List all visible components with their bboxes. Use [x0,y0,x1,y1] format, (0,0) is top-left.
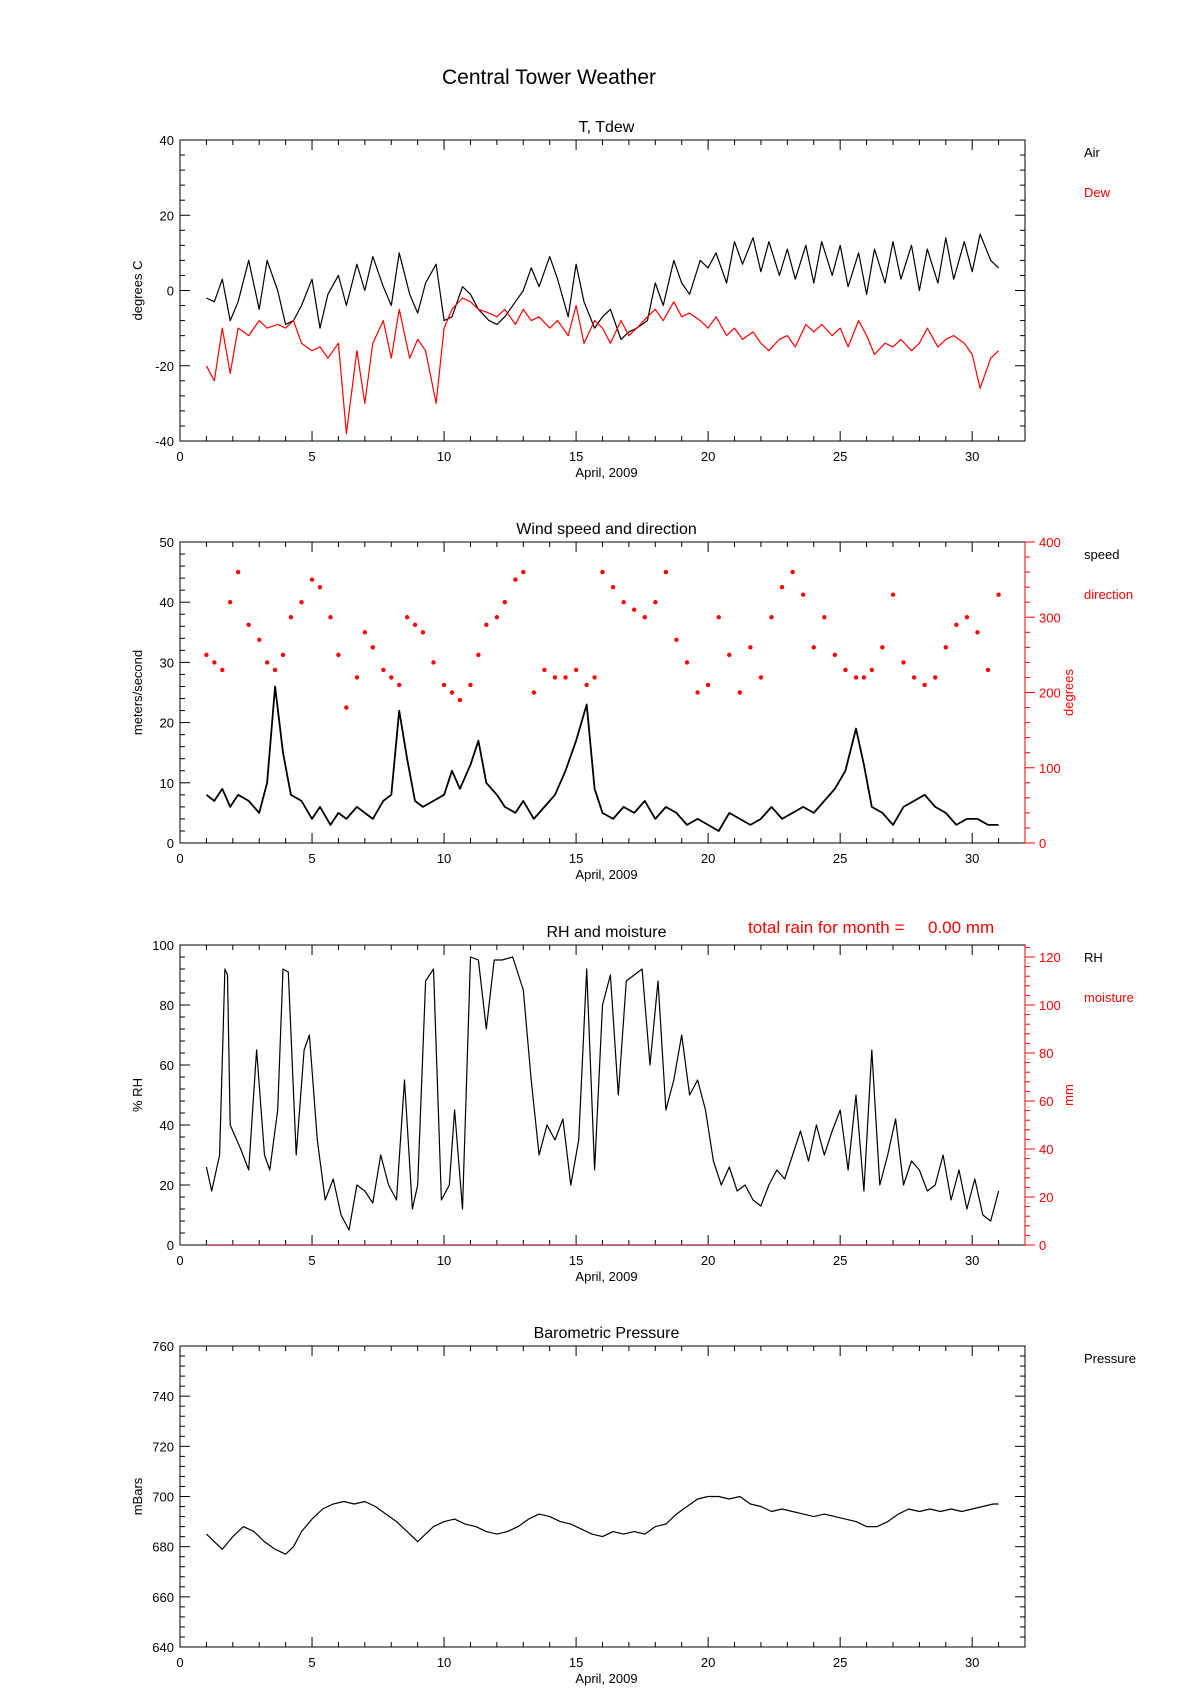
y-axis-label: mBars [130,1477,145,1516]
figure-title: Central Tower Weather [442,66,656,89]
chart-panel-4 [130,1325,1136,1686]
legend-pressure: Pressure [1084,1351,1137,1366]
direction-point [600,570,604,574]
y-axis-label: % RH [130,1078,145,1112]
plot-frame [180,542,1025,843]
series-line [206,1497,998,1555]
direction-point [862,675,866,679]
legend-direction: direction [1084,587,1134,602]
x-tick-label: 20 [700,1655,716,1670]
x-tick-label: 10 [436,851,452,866]
y-right-tick-label: 0 [1039,1238,1047,1253]
x-tick-label: 20 [700,449,716,464]
direction-point [738,690,742,694]
direction-point [975,630,979,634]
y-tick-label: 760 [152,1339,174,1354]
direction-point [780,585,784,589]
y-tick-label: 20 [159,1178,174,1193]
direction-point [421,630,425,634]
legend-moisture: moisture [1084,990,1134,1005]
direction-point [513,577,517,581]
legend-speed: speed [1084,547,1120,562]
plot-frame [180,1346,1025,1647]
direction-point [450,690,454,694]
y-tick-label: 20 [159,208,174,224]
x-tick-label: 0 [176,1253,184,1268]
y-tick-label: 20 [159,715,174,731]
direction-point [397,683,401,687]
y-right-axis-label: degrees [1061,669,1076,716]
x-tick-label: 15 [568,1253,584,1268]
x-tick-label: 5 [308,449,316,464]
y-tick-label: 700 [152,1489,174,1505]
y-tick-label: 40 [159,133,174,148]
direction-point [220,668,224,672]
y-right-tick-label: 0 [1039,836,1047,851]
y-tick-label: 0 [166,283,174,299]
direction-point [273,668,277,672]
direction-point [584,683,588,687]
direction-point [933,675,937,679]
y-right-tick-label: 60 [1039,1094,1054,1109]
chart-title: Wind speed and direction [516,521,697,538]
direction-point [643,615,647,619]
chart-title: T, Tdew [578,119,635,136]
direction-point [246,623,250,627]
direction-point [336,653,340,657]
y-axis-label: degrees C [130,260,145,321]
x-tick-label: 25 [832,1253,848,1268]
direction-point [381,668,385,672]
direction-point [748,645,752,649]
direction-point [574,668,578,672]
y-tick-label: 640 [152,1640,174,1655]
chart-panel-2 [130,521,1133,882]
direction-point [706,683,710,687]
y-axis-label: meters/second [130,649,145,736]
direction-point [854,675,858,679]
x-tick-label: 20 [700,851,716,866]
y-right-axis-label: mm [1061,1084,1076,1106]
direction-point [265,660,269,664]
direction-point [769,615,773,619]
x-tick-label: 30 [964,1655,980,1670]
legend-rh: RH [1084,950,1103,965]
x-tick-label: 0 [176,449,184,464]
chart-panel-3 [130,918,1134,1284]
y-right-tick-label: 400 [1039,535,1061,550]
y-tick-label: 740 [152,1389,174,1405]
y-tick-label: 30 [159,655,174,671]
direction-point [405,615,409,619]
x-tick-label: 30 [964,1253,980,1268]
direction-point [344,705,348,709]
y-right-tick-label: 20 [1039,1190,1054,1205]
x-tick-label: 5 [308,851,316,866]
direction-point [653,600,657,604]
x-tick-label: 10 [436,1655,452,1670]
series-air [206,234,998,339]
x-axis-label: April, 2009 [575,1269,638,1284]
y-right-tick-label: 120 [1039,950,1061,965]
direction-point [553,675,557,679]
x-tick-label: 0 [176,1655,184,1670]
direction-point [922,683,926,687]
x-tick-label: 25 [832,449,848,464]
direction-point [664,570,668,574]
direction-point [355,675,359,679]
x-tick-label: 25 [832,1655,848,1670]
y-tick-label: 660 [152,1589,174,1605]
direction-point [289,615,293,619]
y-tick-label: 80 [159,998,174,1013]
y-tick-label: -20 [155,358,174,374]
direction-point [495,615,499,619]
direction-point [891,592,895,596]
x-tick-label: 25 [832,851,848,866]
direction-point [363,630,367,634]
direction-point [759,675,763,679]
x-axis-label: April, 2009 [575,465,638,480]
y-tick-label: 60 [159,1058,174,1073]
direction-point [621,600,625,604]
direction-point [389,675,393,679]
direction-point [328,615,332,619]
y-tick-label: 50 [159,535,174,550]
series-direction [204,570,1001,710]
direction-point [801,592,805,596]
y-right-tick-label: 40 [1039,1142,1054,1157]
direction-point [812,645,816,649]
direction-point [257,638,261,642]
direction-point [371,645,375,649]
direction-point [299,600,303,604]
direction-point [476,653,480,657]
direction-point [986,668,990,672]
direction-point [880,645,884,649]
y-right-tick-label: 200 [1039,685,1061,701]
direction-point [965,615,969,619]
chart-title: Barometric Pressure [533,1325,680,1342]
plot-frame [180,140,1025,441]
direction-point [204,653,208,657]
x-tick-label: 30 [964,449,980,464]
direction-point [542,668,546,672]
direction-point [563,675,567,679]
y-tick-label: 40 [159,595,174,611]
direction-point [503,600,507,604]
y-right-tick-label: 300 [1039,610,1061,626]
direction-point [790,570,794,574]
direction-point [996,592,1000,596]
series-line [206,957,998,1230]
x-tick-label: 30 [964,851,980,866]
x-tick-label: 10 [436,1253,452,1268]
y-tick-label: 680 [152,1539,174,1555]
x-tick-label: 15 [568,449,584,464]
x-tick-label: 5 [308,1253,316,1268]
x-axis-label: April, 2009 [575,1671,638,1686]
x-tick-label: 5 [308,1655,316,1670]
direction-point [632,608,636,612]
y-tick-label: 40 [159,1118,174,1133]
x-axis-label: April, 2009 [575,867,638,882]
direction-point [532,690,536,694]
x-tick-label: 15 [568,851,584,866]
direction-point [870,668,874,672]
chart-title: RH and moisture [546,924,667,941]
x-tick-label: 10 [436,449,452,464]
direction-point [727,653,731,657]
direction-point [521,570,525,574]
direction-point [944,645,948,649]
direction-point [228,600,232,604]
direction-point [716,615,720,619]
y-right-tick-label: 100 [1039,760,1061,776]
series-line [206,298,998,434]
direction-point [695,690,699,694]
direction-point [843,668,847,672]
series-pressure [206,1497,998,1555]
y-right-tick-label: 80 [1039,1046,1054,1061]
plot-frame [180,945,1025,1245]
y-tick-label: 10 [159,775,174,791]
direction-point [822,615,826,619]
direction-point [912,675,916,679]
direction-point [236,570,240,574]
y-tick-label: -40 [155,434,174,449]
direction-point [468,683,472,687]
series-line [206,687,998,832]
direction-point [611,585,615,589]
rain-total-annotation: total rain for month = 0.00 mm [748,918,995,937]
legend-air: Air [1084,145,1100,160]
direction-point [431,660,435,664]
x-tick-label: 20 [700,1253,716,1268]
direction-point [318,585,322,589]
direction-point [458,698,462,702]
series-speed [206,687,998,832]
series-dew [206,298,998,434]
direction-point [674,638,678,642]
y-tick-label: 720 [152,1439,174,1455]
y-right-tick-label: 100 [1039,998,1061,1013]
direction-point [901,660,905,664]
series-line [206,234,998,339]
y-tick-label: 0 [166,836,174,851]
direction-point [310,577,314,581]
x-tick-label: 0 [176,851,184,866]
y-tick-label: 100 [152,938,174,953]
direction-point [442,683,446,687]
series-rh [206,957,998,1230]
direction-point [592,675,596,679]
direction-point [484,623,488,627]
legend-dew: Dew [1084,185,1111,200]
y-tick-label: 0 [166,1238,174,1253]
direction-point [281,653,285,657]
direction-point [833,653,837,657]
direction-point [413,623,417,627]
x-tick-label: 15 [568,1655,584,1670]
direction-point [212,660,216,664]
direction-point [954,623,958,627]
chart-panel-1 [130,119,1111,480]
direction-point [685,660,689,664]
